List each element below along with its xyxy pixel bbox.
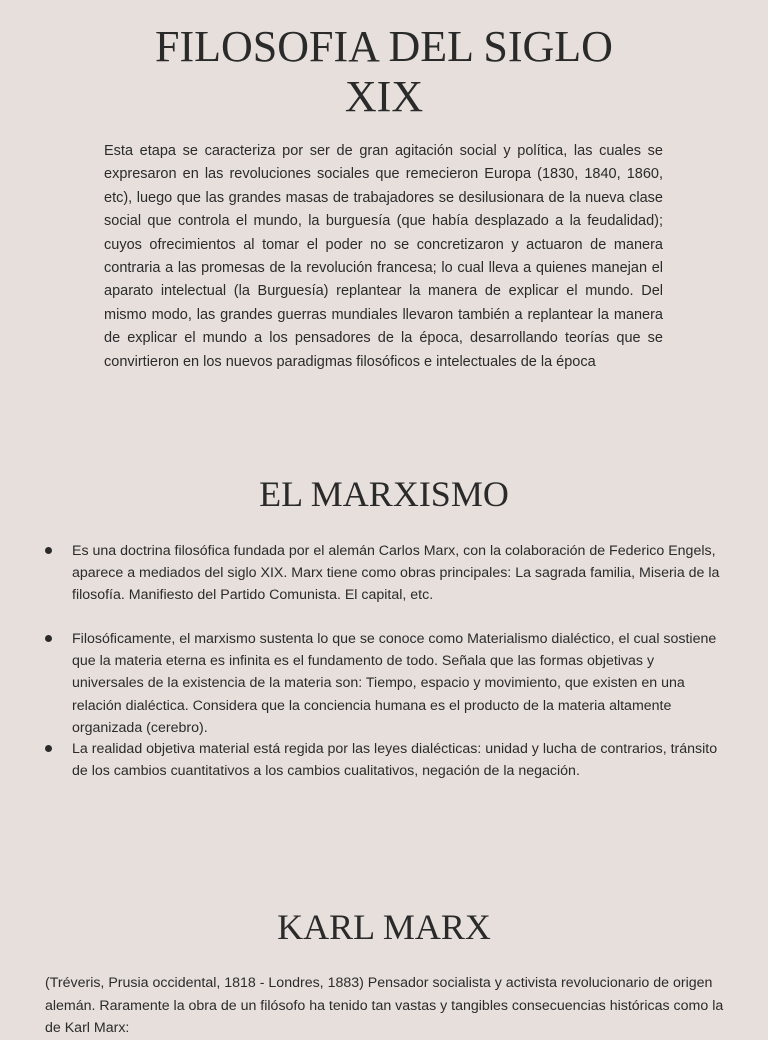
karl-marx-heading: KARL MARX — [277, 907, 491, 947]
page-title — [0, 22, 768, 122]
bullet-dot-icon — [45, 547, 52, 554]
page-title-line-2: XIX — [344, 72, 424, 121]
intro-paragraph: Esta etapa se caracteriza por ser de gran agitación social y política, las cuales se expresaron en las revoluciones sociales que remecieron Europa (1830, 1840, 1860, etc), luego que las grandes masas de trabajadores se desilusionara de la nueva clase social que controla el mundo, la burguesía (que había desplazado a la feudalidad); cuyos ofrecimientos al tomar el poder no se concretizaron y actuaron de manera contraria a las promesas de la revolución francesa; lo cual lleva a quienes manejan el aparato intelectual (la Burguesía) replantear la manera de explicar el mundo. Del mismo modo, las grandes guerras mundiales llevaron también a replantear la manera de explicar el mundo a los pensadores de la época, desarrollando teorías que se convirtieron en los nuevos paradigmas filosóficos e intelectuales de la época — [104, 143, 663, 370]
page-title-line-1: FILOSOFIA DEL SIGLO — [155, 22, 613, 71]
bullet-dot-icon — [45, 745, 52, 752]
marxismo-heading: EL MARXISMO — [259, 474, 509, 514]
bullet-text: Filosóficamente, el marxismo sustenta lo que se conoce como Materialismo dialéctico, el cual sostiene que la materia eterna es infinita es el fundamento de todo. Señala que las formas objetivas y universales de la existencia de la materia son: Tiempo, espacio y movimiento, que existen en una relación dialéctica. Considera que la conciencia humana es el producto de la materia altamente organizada (cerebro). — [72, 631, 717, 736]
bullet-text: La realidad objetiva material está regida por las leyes dialécticas: unidad y lucha de contrarios, tránsito de los cambios cuantitativos a los cambios cualitativos, negación de la negación. — [72, 741, 718, 780]
list-item — [45, 540, 725, 607]
karl-marx-paragraph: (Tréveris, Prusia occidental, 1818 - Londres, 1883) Pensador socialista y activista revolucionario de origen alemán. Raramente la obra de un filósofo ha tenido tan vastas y tangibles consecuencias históricas como la de Karl Marx: — [45, 975, 724, 1036]
bullet-text: Es una doctrina filosófica fundada por el alemán Carlos Marx, con la colaboración de Federico Engels, aparece a mediados del siglo XIX. Marx tiene como obras principales: La sagrada familia, Miseria de la filosofía. Manifiesto del Partido Comunista. El capital, etc. — [72, 543, 720, 604]
list-item — [45, 738, 725, 782]
list-item — [45, 628, 725, 739]
bullet-dot-icon — [45, 635, 52, 642]
